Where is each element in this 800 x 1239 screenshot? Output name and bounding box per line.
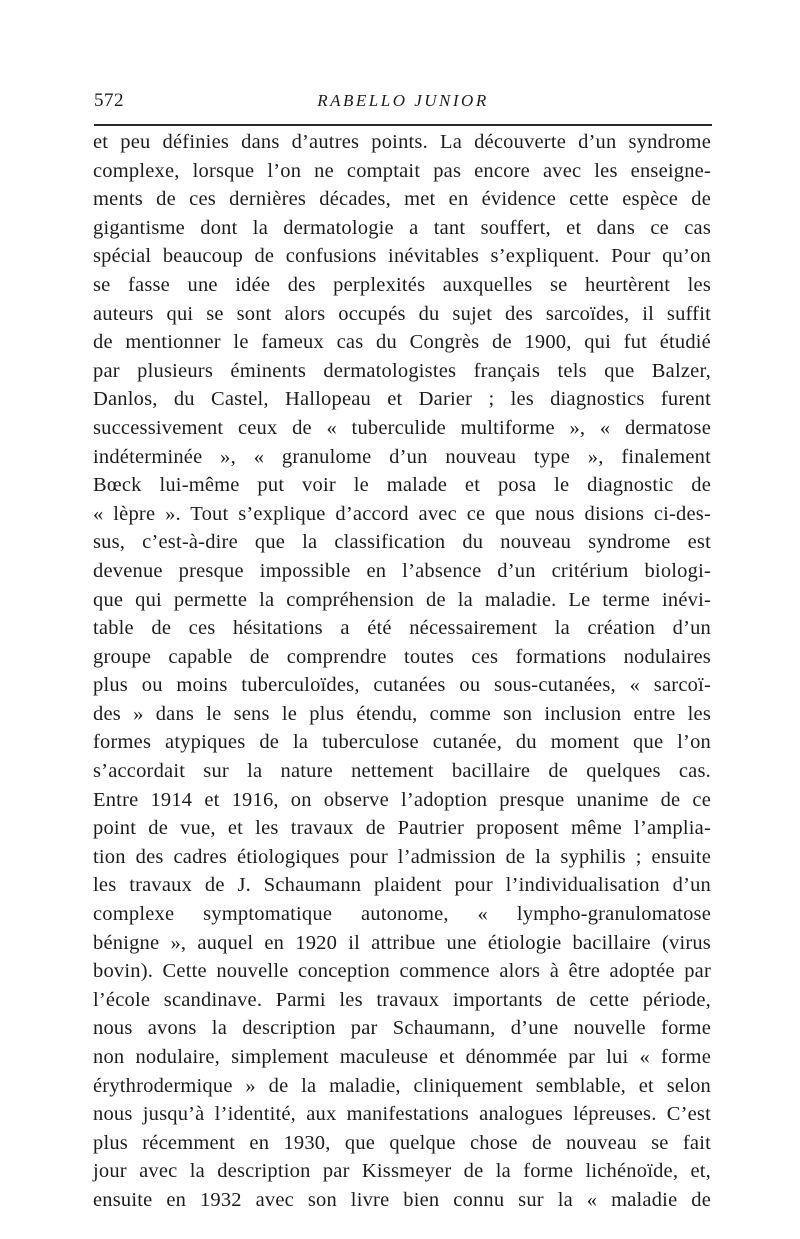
- running-header: [94, 84, 712, 114]
- text-line: gigantisme dont la dermatologie a tant souffert, et dans ce cas: [93, 216, 711, 239]
- page-number: 572: [94, 90, 124, 111]
- text-line: « lèpre ». Tout s’explique d’accord avec ce que nous disions ci-des-: [93, 502, 711, 525]
- running-title: RABELLO JUNIOR: [317, 91, 489, 110]
- text-line: indéterminée », « granulome d’un nouveau type », finalement: [93, 445, 711, 468]
- text-line: formes atypiques de la tuberculose cutanée, du moment que l’on: [93, 731, 711, 754]
- text-line: les travaux de J. Schaumann plaident pour l’individualisation d’un: [93, 874, 711, 897]
- text-line: s’accordait sur la nature nettement bacillaire de quelques cas.: [93, 760, 711, 783]
- text-line: par plusieurs éminents dermatologistes français tels que Balzer,: [93, 359, 711, 382]
- text-line: l’école scandinave. Parmi les travaux importants de cette période,: [93, 988, 711, 1011]
- text-line: plus récemment en 1930, que quelque chose de nouveau se fait: [93, 1131, 711, 1154]
- text-line: sus, c’est-à-dire que la classification du nouveau syndrome est: [93, 531, 711, 554]
- header-rule: [94, 124, 712, 126]
- text-line: non nodulaire, simplement maculeuse et dénommée par lui « forme: [93, 1046, 711, 1068]
- text-line: tion des cadres étiologiques pour l’admission de la syphilis ; ensuite: [93, 845, 711, 868]
- text-line: bovin). Cette nouvelle conception commence alors à être adoptée par: [93, 960, 711, 983]
- text-line: successivement ceux de « tuberculide multiforme », « dermatose: [93, 416, 711, 439]
- text-line: et peu définies dans d’autres points. La découverte d’un syndrome: [93, 131, 711, 153]
- text-line: point de vue, et les travaux de Pautrier proposent même l’amplia-: [93, 817, 711, 840]
- text-line: bénigne », auquel en 1920 il attribue une étiologie bacillaire (virus: [93, 931, 711, 954]
- text-line: Entre 1914 et 1916, on observe l’adoption presque unanime de ce: [93, 788, 711, 811]
- text-line: se fasse une idée des perplexités auxquelles se heurtèrent les: [93, 273, 711, 296]
- text-line: jour avec la description par Kissmeyer de la forme lichénoïde, et,: [93, 1160, 711, 1183]
- text-line: groupe capable de comprendre toutes ces formations nodulaires: [93, 645, 711, 668]
- text-line: Danlos, du Castel, Hallopeau et Darier ; les diagnostics furent: [93, 388, 711, 411]
- text-line: table de ces hésitations a été nécessairement la création d’un: [93, 617, 711, 640]
- text-line: ensuite en 1932 avec son livre bien connu sur la « maladie de: [93, 1188, 711, 1211]
- text-line: complexe symptomatique autonome, « lympho-granulomatose: [93, 903, 711, 926]
- text-line: des » dans le sens le plus étendu, comme son inclusion entre les: [93, 702, 711, 725]
- text-line: complexe, lorsque l’on ne comptait pas encore avec les enseigne-: [93, 159, 711, 182]
- text-line: plus ou moins tuberculoïdes, cutanées ou sous-cutanées, « sarcoï-: [93, 674, 711, 697]
- text-line: nous avons la description par Schaumann, d’une nouvelle forme: [93, 1017, 711, 1040]
- body-text: [93, 128, 711, 1215]
- text-line: érythrodermique » de la maladie, cliniquement semblable, et selon: [93, 1074, 711, 1097]
- text-line: devenue presque impossible en l’absence d’un critérium biologi-: [93, 559, 711, 582]
- text-line: que qui permette la compréhension de la maladie. Le terme inévi-: [93, 588, 711, 611]
- text-line: ments de ces dernières décades, met en évidence cette espèce de: [93, 188, 711, 211]
- text-line: de mentionner le fameux cas du Congrès de 1900, qui fut étudié: [93, 331, 711, 354]
- text-line: auteurs qui se sont alors occupés du sujet des sarcoïdes, il suffit: [93, 302, 711, 325]
- text-line: nous jusqu’à l’identité, aux manifestations analogues lépreuses. C’est: [93, 1103, 711, 1126]
- text-line: Bœck lui-même put voir le malade et posa le diagnostic de: [93, 474, 711, 497]
- text-line: spécial beaucoup de confusions inévitables s’expliquent. Pour qu’on: [93, 245, 711, 268]
